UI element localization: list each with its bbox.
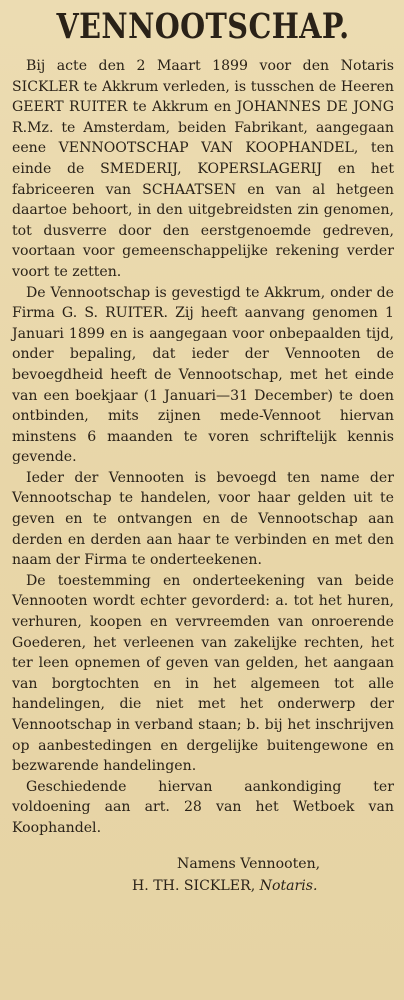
- signature-on-behalf: Namens Vennooten,: [177, 855, 321, 872]
- paragraph-founding: Bij acte den 2 Maart 1899 voor den Notaris SICKLER te Akkrum verleden, is tusschen de Heeren GEERT RUITER te Akkrum en JOHANNES DE JONG R.Mz. te Amsterdam, beiden Fabrikant, aangegaan eene VENNOOTSCHAP VAN KOOPHANDEL, ten einde de SMEDERIJ, KOPERSLAGERIJ en het fabriceeren van SCHAATSEN en van al hetgeen daartoe behoort, in den uitgebreidsten zin genomen, tot dusverre door den eerstgenoemde gedreven, voortaan voor gemeenschappelijke rekening verder voort te zetten.: [12, 58, 394, 280]
- paragraph-seat-and-term: De Vennootschap is gevestigd te Akkrum, onder de Firma G. S. RUITER. Zij heeft aanvang genomen 1 Januari 1899 en is aangegaan voor onbepaalden tijd, onder bepaling, dat ieder der Vennooten de bevoegdheid heeft de Vennootschap, met het einde van een boekjaar (1 Januari—31 December) te doen ontbinden, mits zijnen mede-Vennoot hiervan minstens 6 maanden te voren schriftelijk kennis gevende.: [12, 284, 394, 466]
- notice-title: VENNOOTSCHAP.: [56, 6, 350, 47]
- paragraph-joint-consent: De toestemming en onderteekening van beide Vennooten wordt echter gevorderd: a. tot het huren, verhuren, koopen en vervreemden van onroerende Goederen, het verleenen van zakelijke rechten, het ter leen opnemen of geven van gelden, het aangaan van borgtochten en in het algemeen tot alle handelingen, die niet met het onderwerp der Vennootschap in verband staan; b. bij het inschrijven op aanbestedingen en dergelijke buitengewone en bezwarende handelingen.: [12, 572, 394, 775]
- signature-notary-line: [12, 875, 394, 897]
- signature-block: [12, 853, 394, 897]
- paragraph-announcement: Geschiedende hiervan aankondiging ter voldoening aan art. 28 van het Wetboek van Koophandel.: [12, 778, 394, 836]
- paragraph-authority: Ieder der Vennooten is bevoegd ten name der Vennootschap te handelen, voor haar gelden uit te geven en te ontvangen en de Vennootschap aan derden en derden aan haar te verbinden en met den naam der Firma te onderteekenen.: [12, 469, 394, 569]
- notary-title: Notaris.: [259, 877, 318, 894]
- notary-name: H. TH. SICKLER,: [132, 877, 256, 894]
